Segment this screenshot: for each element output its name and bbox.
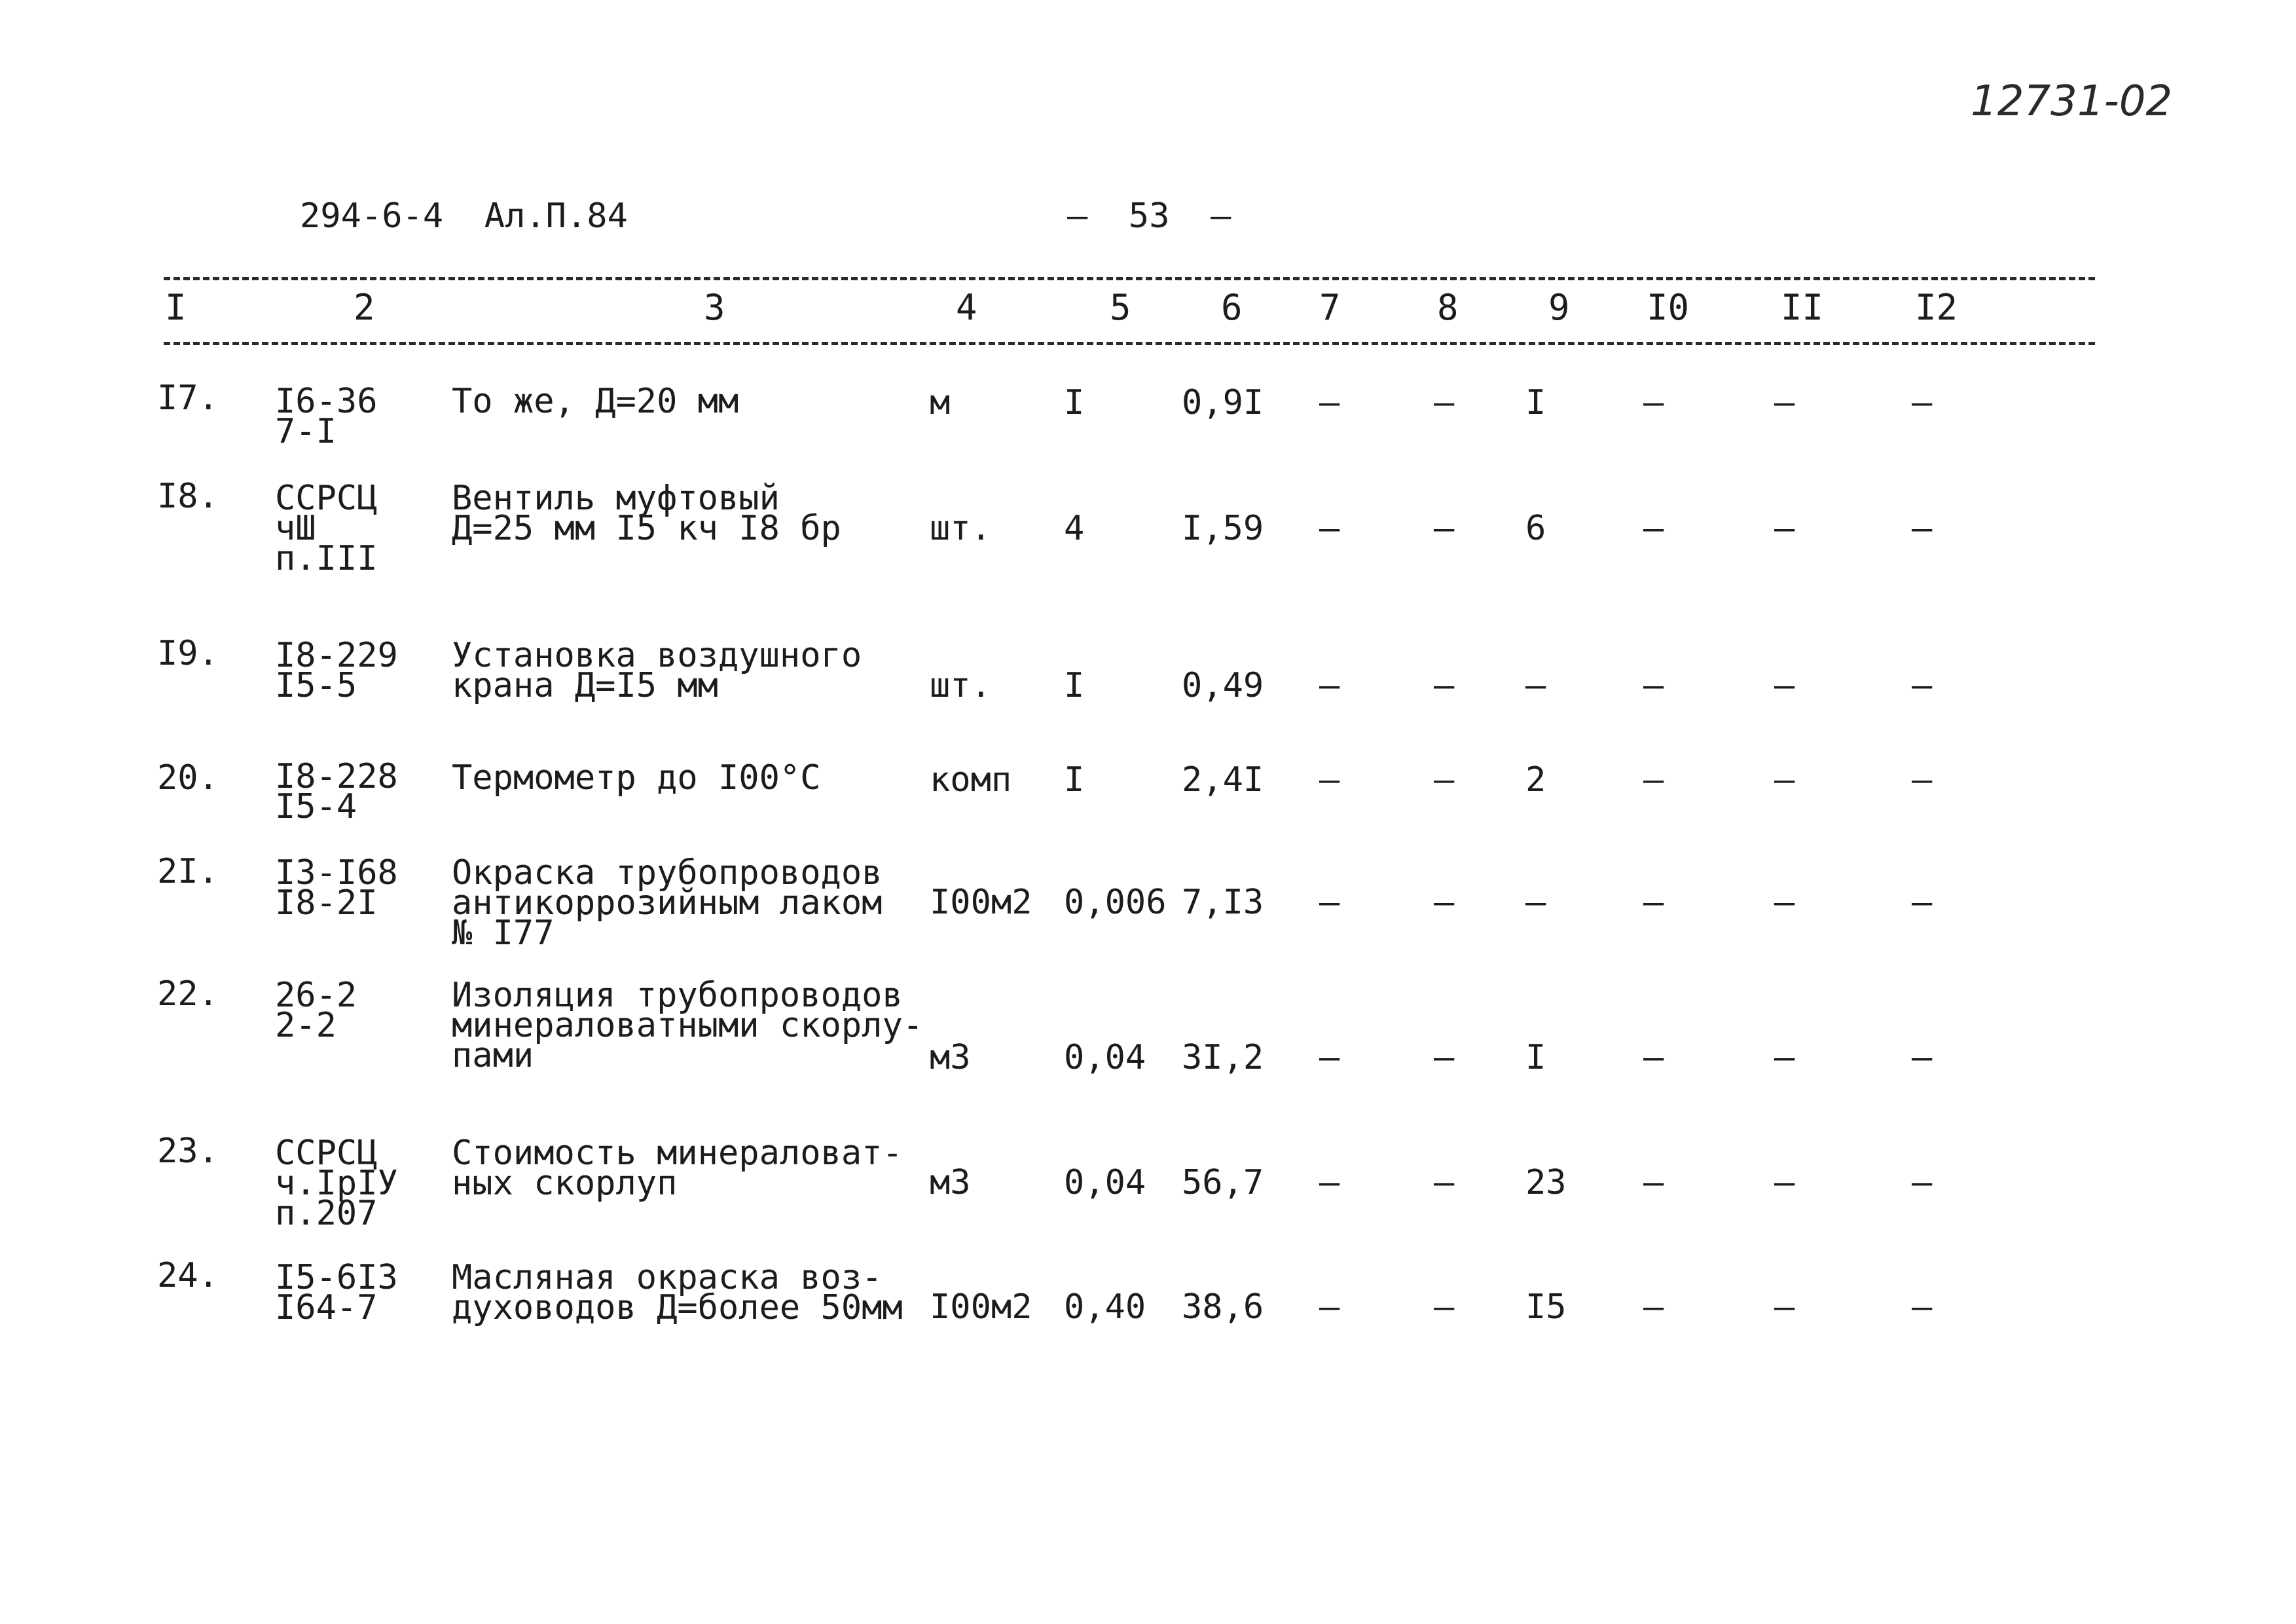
value-col10: – bbox=[1643, 883, 1664, 922]
value-col12: – bbox=[1912, 1038, 1933, 1077]
value-col9: – bbox=[1525, 883, 1546, 922]
table-header-rule bbox=[164, 342, 2095, 345]
value-col12: – bbox=[1912, 760, 1933, 800]
value-col9: I bbox=[1525, 1038, 1546, 1077]
value-col9: 2 bbox=[1525, 760, 1546, 800]
unit: I00м2 bbox=[930, 1287, 1032, 1327]
value-col11: – bbox=[1774, 383, 1795, 422]
value-col12: – bbox=[1912, 883, 1933, 922]
value-col10: – bbox=[1643, 383, 1664, 422]
value-col7: – bbox=[1319, 383, 1340, 422]
value-col8: – bbox=[1434, 760, 1455, 800]
value-col7: – bbox=[1319, 883, 1340, 922]
value-col8: – bbox=[1434, 509, 1455, 548]
page-number: – 53 – bbox=[1067, 196, 1231, 236]
column-header: 4 bbox=[956, 287, 977, 328]
value-col11: – bbox=[1774, 666, 1795, 705]
row-number: I8. bbox=[157, 477, 219, 516]
column-header: 5 bbox=[1110, 287, 1131, 328]
row-number: 22. bbox=[157, 974, 219, 1014]
unit: I00м2 bbox=[930, 883, 1032, 922]
quantity: 0,40 bbox=[1064, 1287, 1146, 1327]
norm-code: I5-6I3 I64-7 bbox=[275, 1258, 398, 1327]
column-header: II bbox=[1781, 287, 1824, 328]
quantity: 0,04 bbox=[1064, 1038, 1146, 1077]
quantity: I bbox=[1064, 666, 1085, 705]
value-col10: – bbox=[1643, 760, 1664, 800]
value-col6: 0,49 bbox=[1182, 666, 1264, 705]
row-number: 20. bbox=[157, 758, 219, 798]
value-col6: 38,6 bbox=[1182, 1287, 1264, 1327]
work-description: Масляная окраска воз- духоводов Д=более 50мм bbox=[452, 1258, 903, 1327]
work-description: Вентиль муфтовый Д=25 мм I5 кч I8 бр bbox=[452, 479, 841, 548]
work-description: Изоляция трубопроводов минераловатными скорлу- пами bbox=[452, 976, 924, 1075]
unit: м bbox=[930, 383, 951, 422]
value-col8: – bbox=[1434, 1287, 1455, 1327]
value-col11: – bbox=[1774, 1287, 1795, 1327]
norm-code: I8-228 I5-4 bbox=[275, 757, 398, 826]
table-top-rule bbox=[164, 277, 2095, 280]
row-number: 24. bbox=[157, 1256, 219, 1295]
work-description: Установка воздушного крана Д=I5 мм bbox=[452, 636, 862, 705]
value-col7: – bbox=[1319, 1038, 1340, 1077]
value-col7: – bbox=[1319, 1287, 1340, 1327]
value-col6: I,59 bbox=[1182, 509, 1264, 548]
work-description: Окраска трубопроводов антикоррозийным лаком № I77 bbox=[452, 853, 883, 953]
value-col12: – bbox=[1912, 666, 1933, 705]
column-header: 7 bbox=[1319, 287, 1341, 328]
value-col10: – bbox=[1643, 1163, 1664, 1202]
norm-code: I6-36 7-I bbox=[275, 382, 378, 451]
value-col6: 56,7 bbox=[1182, 1163, 1264, 1202]
row-number: I7. bbox=[157, 378, 219, 418]
value-col11: – bbox=[1774, 1038, 1795, 1077]
column-header: 3 bbox=[704, 287, 725, 328]
quantity: I bbox=[1064, 383, 1085, 422]
value-col9: 23 bbox=[1525, 1163, 1567, 1202]
quantity: 4 bbox=[1064, 509, 1085, 548]
value-col11: – bbox=[1774, 1163, 1795, 1202]
value-col10: – bbox=[1643, 666, 1664, 705]
value-col10: – bbox=[1643, 1287, 1664, 1327]
value-col12: – bbox=[1912, 383, 1933, 422]
work-description: Стоимость минераловат- ных скорлуп bbox=[452, 1134, 903, 1203]
value-col7: – bbox=[1319, 760, 1340, 800]
value-col9: I5 bbox=[1525, 1287, 1567, 1327]
value-col11: – bbox=[1774, 509, 1795, 548]
unit: шт. bbox=[930, 666, 991, 705]
value-col7: – bbox=[1319, 1163, 1340, 1202]
value-col8: – bbox=[1434, 383, 1455, 422]
value-col10: – bbox=[1643, 1038, 1664, 1077]
value-col8: – bbox=[1434, 666, 1455, 705]
value-col12: – bbox=[1912, 1163, 1933, 1202]
value-col6: 7,I3 bbox=[1182, 883, 1264, 922]
column-header: I bbox=[165, 287, 187, 328]
unit: шт. bbox=[930, 509, 991, 548]
value-col6: 2,4I bbox=[1182, 760, 1264, 800]
column-header: I2 bbox=[1915, 287, 1958, 328]
value-col9: I bbox=[1525, 383, 1546, 422]
norm-code: ССРСЦ чШ п.III bbox=[275, 479, 378, 578]
value-col6: 3I,2 bbox=[1182, 1038, 1264, 1077]
column-header: 2 bbox=[354, 287, 375, 328]
value-col7: – bbox=[1319, 666, 1340, 705]
norm-code: ССРСЦ ч.IpIУ п.207 bbox=[275, 1134, 398, 1233]
row-number: I9. bbox=[157, 634, 219, 673]
column-header: 8 bbox=[1437, 287, 1459, 328]
value-col12: – bbox=[1912, 1287, 1933, 1327]
document-number: 12731-02 bbox=[1971, 77, 2173, 126]
work-description: То же, Д=20 мм bbox=[452, 382, 739, 421]
column-header: 9 bbox=[1548, 287, 1570, 328]
column-header: 6 bbox=[1221, 287, 1243, 328]
norm-code: I8-229 I5-5 bbox=[275, 636, 398, 705]
value-col6: 0,9I bbox=[1182, 383, 1264, 422]
unit: м3 bbox=[930, 1163, 971, 1202]
value-col9: 6 bbox=[1525, 509, 1546, 548]
value-col7: – bbox=[1319, 509, 1340, 548]
value-col8: – bbox=[1434, 883, 1455, 922]
column-header: I0 bbox=[1647, 287, 1690, 328]
norm-code: I3-I68 I8-2I bbox=[275, 853, 398, 923]
value-col12: – bbox=[1912, 509, 1933, 548]
quantity: I bbox=[1064, 760, 1085, 800]
value-col11: – bbox=[1774, 883, 1795, 922]
norm-code: 26-2 2-2 bbox=[275, 976, 357, 1045]
value-col8: – bbox=[1434, 1163, 1455, 1202]
value-col10: – bbox=[1643, 509, 1664, 548]
value-col11: – bbox=[1774, 760, 1795, 800]
value-col9: – bbox=[1525, 666, 1546, 705]
row-number: 23. bbox=[157, 1132, 219, 1171]
row-number: 2I. bbox=[157, 852, 219, 891]
value-col8: – bbox=[1434, 1038, 1455, 1077]
quantity: 0,006 bbox=[1064, 883, 1167, 922]
unit: комп bbox=[930, 760, 1012, 800]
header-code: 294-6-4 Ал.П.84 bbox=[300, 196, 628, 236]
unit: м3 bbox=[930, 1038, 971, 1077]
quantity: 0,04 bbox=[1064, 1163, 1146, 1202]
work-description: Термометр до I00°С bbox=[452, 758, 821, 798]
